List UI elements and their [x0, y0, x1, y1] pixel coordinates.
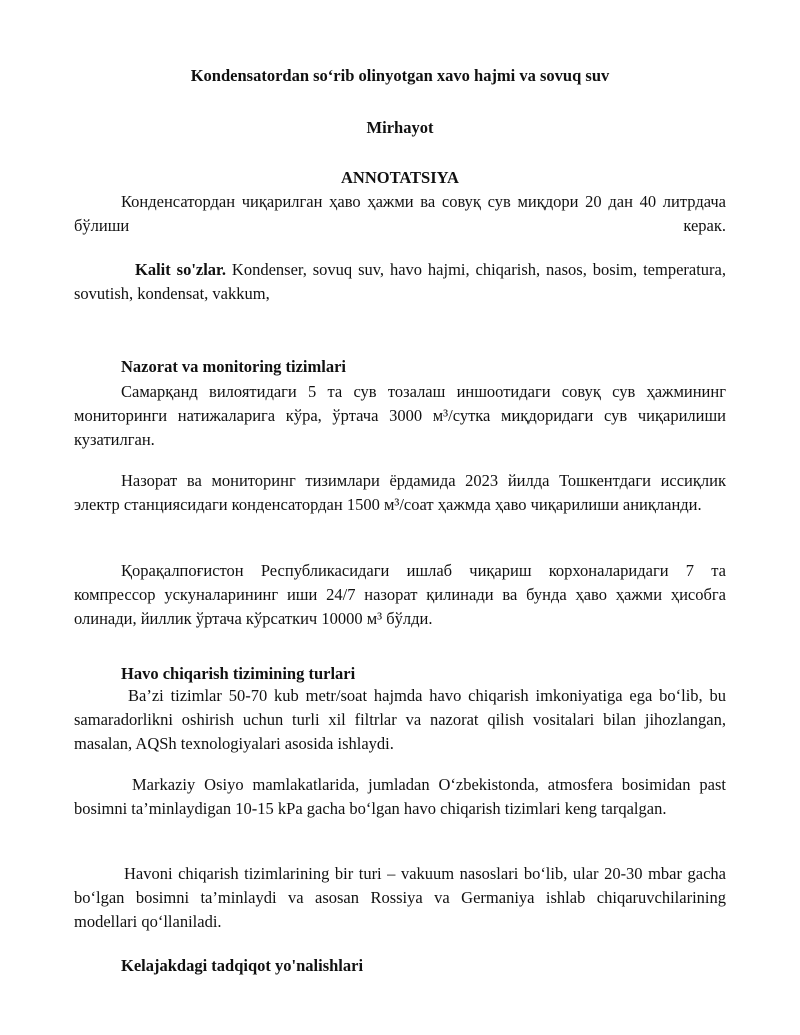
- section-heading-monitoring: Nazorat va monitoring tizimlari: [121, 357, 346, 376]
- paragraph-monitoring-1: Самарқанд вилоятидаги 5 та сув тозалаш иншоотидаги совуқ сув ҳажмининг мониторинги натижаларига кўра, ўртача 3000 м³/сутка миқдоридаги сув чиқарилиши кузатилган.: [74, 382, 726, 449]
- document-title: Kondensatordan so‘rib olinyotgan xavo hajmi va sovuq suv: [190, 66, 610, 85]
- paragraph-monitoring-2: Назорат ва мониторинг тизимлари ёрдамида 2023 йилда Тошкентдаги иссиқлик электр станциясидаги конденсатордан 1500 м³/соат ҳажмда ҳаво чиқарилиши аниқланди.: [74, 471, 726, 514]
- paragraph-air-3: Havoni chiqarish tizimlarining bir turi – vakuum nasoslari bo‘lib, ular 20-30 mbar gacha bo‘lgan bosimni ta’minlaydi va asosan Rossiya va Germaniya ishlab chiqaruvchilarining modellari qo‘llaniladi.: [74, 864, 726, 931]
- section-heading-air-extraction: Havo chiqarish tizimining turlari: [121, 664, 356, 683]
- paragraph-air-2: Markaziy Osiyo mamlakatlarida, jumladan O‘zbekistonda, atmosfera bosimidan past bosimni ta’minlaydigan 10-15 kPa gacha bo‘lgan havo chiqarish tizimlari keng tarqalgan.: [74, 775, 726, 818]
- keywords-text: Kondenser, sovuq suv, havo hajmi, chiqarish, nasos, bosim, temperatura, sovutish, kondensat, vakkum,: [74, 260, 726, 303]
- paragraph-monitoring-3: Қорақалпоғистон Республикасидаги ишлаб чиқариш корхоналаридаги 7 та компрессор ускуналарининг иши 24/7 назорат қилинади ва бунда ҳаво ҳажми ҳисобга олинади, йиллик ўртача кўрсаткич 10000 м³ бўлди.: [74, 561, 726, 628]
- section-heading-future-research: Kelajakdagi tadqiqot yo'nalishlari: [121, 956, 364, 975]
- keywords-paragraph: [74, 258, 726, 306]
- paragraph-air-1: Ba’zi tizimlar 50-70 kub metr/soat hajmda havo chiqarish imkoniyatiga ega bo‘lib, bu samaradorlikni oshirish uchun turli xil filtrlar va nazorat qilish vositalari bilan jihozlangan, masalan, AQSh texnologiyalari asosida ishlaydi.: [74, 686, 726, 753]
- annotation-heading: ANNOTATSIYA: [341, 168, 459, 187]
- document-author: Mirhayot: [366, 118, 434, 137]
- keywords-label: Kalit so'zlar.: [135, 260, 226, 279]
- annotation-paragraph: Конденсатордан чиқарилган ҳаво ҳажми ва совуқ сув миқдори 20 дан 40 литрдача бўлиши керак.: [74, 192, 726, 235]
